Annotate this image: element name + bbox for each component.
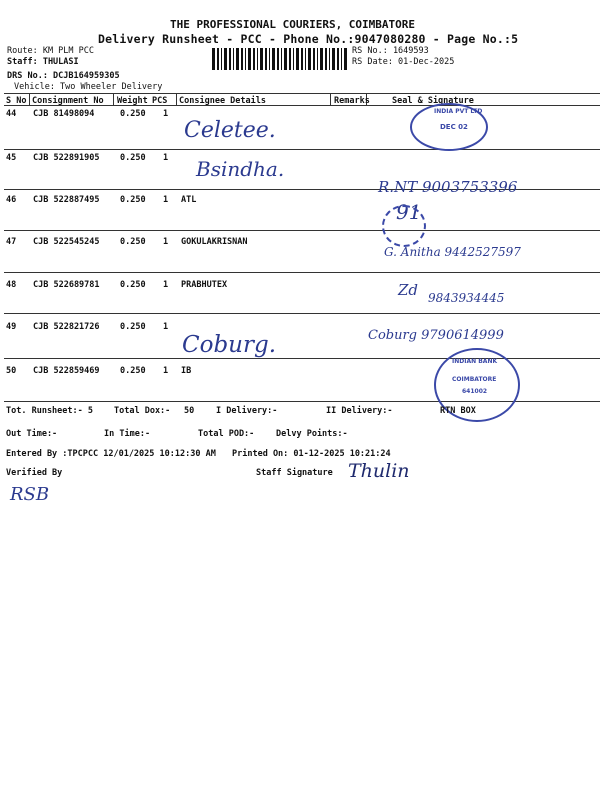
signature-row46: R.NT 9003753396 bbox=[378, 178, 518, 196]
verified-by: Verified By bbox=[6, 468, 63, 478]
bank-name-text: INDIAN BANK bbox=[452, 358, 498, 365]
delvy-points: Delvy Points:- bbox=[276, 429, 348, 439]
bank-code-text: 641002 bbox=[462, 388, 488, 395]
row-pcs: 1 bbox=[163, 109, 169, 119]
total-runsheet: Tot. Runsheet:- 5 bbox=[6, 406, 93, 416]
rs-number: RS No.: 1649593 bbox=[352, 46, 429, 56]
header-sno: S No bbox=[6, 96, 27, 106]
drs-number: DRS No.: DCJB164959305 bbox=[7, 71, 120, 81]
printed-on: Printed On: 01-12-2025 10:21:24 bbox=[232, 449, 391, 459]
row-sno: 48 bbox=[6, 280, 17, 290]
signature-row49: Coburg 9790614999 bbox=[368, 328, 504, 343]
header-pcs: PCS bbox=[152, 96, 168, 106]
row-consignee: PRABHUTEX bbox=[181, 280, 228, 290]
row-consignment: CJB 522545245 bbox=[33, 237, 100, 247]
route: Route: KM PLM PCC bbox=[7, 46, 94, 56]
in-time: In Time:- bbox=[104, 429, 151, 439]
row-consignment: CJB 81498094 bbox=[33, 109, 95, 119]
row-sno: 50 bbox=[6, 366, 17, 376]
row-weight: 0.250 bbox=[120, 195, 146, 205]
staff-signature: Thulin bbox=[348, 460, 410, 482]
row-pcs: 1 bbox=[163, 195, 169, 205]
row-consignment: CJB 522689781 bbox=[33, 280, 100, 290]
row-pcs: 1 bbox=[163, 280, 169, 290]
row-sno: 49 bbox=[6, 322, 17, 332]
row-consignment: CJB 522887495 bbox=[33, 195, 100, 205]
header-remarks: Remarks bbox=[334, 96, 370, 106]
header-consignee: Consignee Details bbox=[179, 96, 266, 106]
entered-by: Entered By :TPCPCC 12/01/2025 10:12:30 AM bbox=[6, 449, 216, 459]
total-pod: Total POD:- bbox=[198, 429, 255, 439]
row-pcs: 1 bbox=[163, 153, 169, 163]
row-weight: 0.250 bbox=[120, 153, 146, 163]
row-weight: 0.250 bbox=[120, 322, 146, 332]
header-consignment: Consignment No bbox=[32, 96, 104, 106]
seal-date-text: DEC 02 bbox=[440, 123, 468, 131]
total-dox-label: Total Dox:- bbox=[114, 406, 171, 416]
row-handwritten-consignee: Celetee. bbox=[184, 118, 276, 143]
row-sno: 45 bbox=[6, 153, 17, 163]
row-consignee: IB bbox=[181, 366, 192, 376]
signature-row48-initial: Zd bbox=[398, 281, 419, 299]
round-stamp-icon bbox=[382, 205, 426, 247]
row-sno: 46 bbox=[6, 195, 17, 205]
company-seal-icon bbox=[410, 103, 488, 151]
seal-company-text: INDIA PVT LTD bbox=[434, 108, 483, 115]
header-seal: Seal & Signature bbox=[392, 96, 474, 106]
row-handwritten-consignee: Coburg. bbox=[182, 332, 277, 358]
row-consignment: CJB 522859469 bbox=[33, 366, 100, 376]
header-weight: Weight bbox=[117, 96, 148, 106]
verified-signature: RSB bbox=[10, 484, 50, 505]
bank-city-text: COIMBATORE bbox=[452, 376, 497, 383]
row-weight: 0.250 bbox=[120, 366, 146, 376]
runsheet-subtitle: Delivery Runsheet - PCC - Phone No.:9047080280 - Page No.:5 bbox=[98, 32, 519, 46]
row-weight: 0.250 bbox=[120, 109, 146, 119]
row-sno: 47 bbox=[6, 237, 17, 247]
ii-delivery: II Delivery:- bbox=[326, 406, 393, 416]
row-consignment: CJB 522821726 bbox=[33, 322, 100, 332]
out-time: Out Time:- bbox=[6, 429, 58, 439]
row-consignment: CJB 522891905 bbox=[33, 153, 100, 163]
row-consignee: GOKULAKRISNAN bbox=[181, 237, 248, 247]
total-dox-value: 50 bbox=[184, 406, 195, 416]
vehicle: Vehicle: Two Wheeler Delivery bbox=[14, 82, 163, 92]
staff: Staff: THULASI bbox=[7, 57, 79, 67]
row-pcs: 1 bbox=[163, 237, 169, 247]
row-weight: 0.250 bbox=[120, 280, 146, 290]
rs-date: RS Date: 01-Dec-2025 bbox=[352, 57, 455, 67]
row-pcs: 1 bbox=[163, 322, 169, 332]
row-handwritten-consignee: Bsindha. bbox=[196, 157, 285, 181]
signature-row46b: 91 bbox=[396, 200, 422, 224]
i-delivery: I Delivery:- bbox=[216, 406, 278, 416]
signature-row47: G. Anitha 9442527597 bbox=[384, 245, 521, 259]
row-weight: 0.250 bbox=[120, 237, 146, 247]
barcode bbox=[212, 48, 348, 70]
rtn-box: RTN BOX bbox=[440, 406, 476, 416]
signature-row48: 9843934445 bbox=[428, 291, 505, 305]
staff-signature-label: Staff Signature bbox=[256, 468, 333, 478]
row-consignee: ATL bbox=[181, 195, 197, 205]
row-pcs: 1 bbox=[163, 366, 169, 376]
row-sno: 44 bbox=[6, 109, 17, 119]
company-title: THE PROFESSIONAL COURIERS, COIMBATORE bbox=[170, 18, 416, 31]
